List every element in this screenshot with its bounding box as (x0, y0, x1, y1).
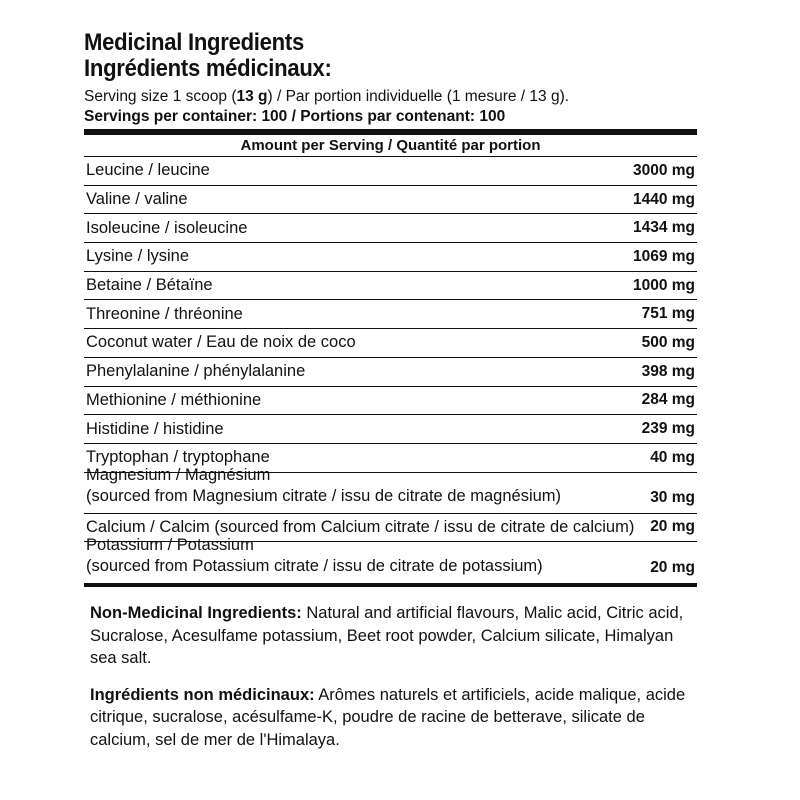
ingredient-amount: 3000 mg (632, 161, 695, 179)
non-medicinal-label-fr: Ingrédients non médicinaux: (90, 685, 315, 704)
non-medicinal-text-fr: Arômes naturels et artificiels, acide malique, acide citrique, sucralose, acésulfame-K, poudre de racine de betterave, silicate de calcium, sel de mer de l'Himalaya. (90, 685, 686, 749)
ingredient-amount: 40 mg (650, 448, 695, 466)
table-row (84, 329, 697, 358)
ingredient-label: Valine / valine (86, 190, 188, 209)
ingredient-label: Methionine / méthionine (86, 390, 262, 409)
ingredient-name (86, 333, 356, 352)
ingredient-amount: 30 mg (650, 488, 695, 506)
ingredient-label: Magnesium / Magnésium (86, 465, 271, 484)
servings-per-container (84, 107, 697, 127)
serving-size (84, 87, 697, 107)
ingredient-amount: 1069 mg (632, 247, 695, 265)
ingredient-source: (sourced from Potassium citrate / issu de citrate de potassium) (86, 557, 543, 576)
ingredient-amount: 239 mg (641, 420, 695, 438)
title-french: Ingrédients médicinaux: (84, 55, 332, 82)
ingredient-name (86, 362, 305, 381)
ingredient-amount: 751 mg (641, 305, 695, 323)
title-english: Medicinal Ingredients (84, 29, 304, 56)
table-row (84, 465, 697, 514)
table-row (84, 415, 697, 444)
non-medicinal-english (84, 602, 697, 670)
serving-size-amount: 13 g (236, 88, 268, 105)
non-medicinal-label-en: Non-Medicinal Ingredients: (90, 604, 302, 623)
table-row (84, 300, 697, 329)
table-row (84, 387, 697, 416)
ingredient-amount: 500 mg (641, 333, 695, 351)
ingredient-label: Betaine / Bétaïne (86, 276, 213, 295)
ingredient-source: (sourced from Magnesium citrate / issu de citrate de magnésium) (86, 486, 562, 505)
ingredient-name (86, 420, 224, 439)
ingredient-name (86, 276, 213, 295)
supplement-facts-panel (84, 30, 697, 751)
ingredient-label: Calcium / Calcim (sourced from Calcium citrate / issu de citrate de calcium) (86, 517, 635, 536)
table-row (84, 214, 697, 243)
ingredient-name (86, 247, 189, 266)
ingredient-name (86, 465, 561, 507)
ingredient-label: Potassium / Potassium (86, 536, 254, 555)
ingredient-label: Leucine / leucine (86, 161, 210, 180)
table-row (84, 157, 697, 186)
table-row (84, 243, 697, 272)
ingredient-label: Histidine / histidine (86, 419, 224, 438)
table-row (84, 186, 697, 215)
ingredient-amount: 1000 mg (632, 276, 695, 294)
ingredient-amount: 398 mg (641, 362, 695, 380)
ingredient-name (86, 535, 543, 577)
ingredient-name (86, 161, 210, 180)
servings-per-container-text: Servings per container: 100 / Portions par contenant: 100 (84, 108, 506, 125)
ingredient-label: Tryptophan / tryptophane (86, 448, 270, 467)
ingredient-amount: 20 mg (650, 559, 695, 577)
ingredient-amount: 284 mg (641, 391, 695, 409)
table-row (84, 272, 697, 301)
ingredient-amount: 1440 mg (632, 190, 695, 208)
ingredient-name (86, 391, 261, 410)
ingredient-label: Phenylalanine / phénylalanine (86, 362, 306, 381)
ingredient-amount: 1434 mg (632, 219, 695, 237)
table-row (84, 358, 697, 387)
ingredient-name (86, 190, 188, 209)
table-header: Amount per Serving / Quantité par portion (84, 135, 697, 157)
ingredient-label: Lysine / lysine (86, 247, 190, 266)
ingredient-table (84, 157, 697, 587)
ingredient-name (86, 219, 247, 238)
ingredient-name (86, 518, 634, 537)
ingredient-name (86, 305, 243, 324)
ingredient-label: Isoleucine / isoleucine (86, 218, 248, 237)
table-row (84, 536, 697, 583)
non-medicinal-french (84, 684, 697, 752)
ingredient-label: Coconut water / Eau de noix de coco (86, 333, 356, 352)
serving-size-suffix: ) / Par portion individuelle (1 mesure / 13 g). (267, 88, 570, 105)
ingredient-label: Threonine / thréonine (86, 304, 243, 323)
serving-size-prefix: Serving size 1 scoop ( (84, 88, 237, 105)
non-medicinal-text-en: Natural and artificial flavours, Malic acid, Citric acid, Sucralose, Acesulfame potassium, Beet root powder, Calcium silicate, Himalyan sea salt. (90, 604, 684, 668)
ingredient-amount: 20 mg (650, 518, 695, 536)
